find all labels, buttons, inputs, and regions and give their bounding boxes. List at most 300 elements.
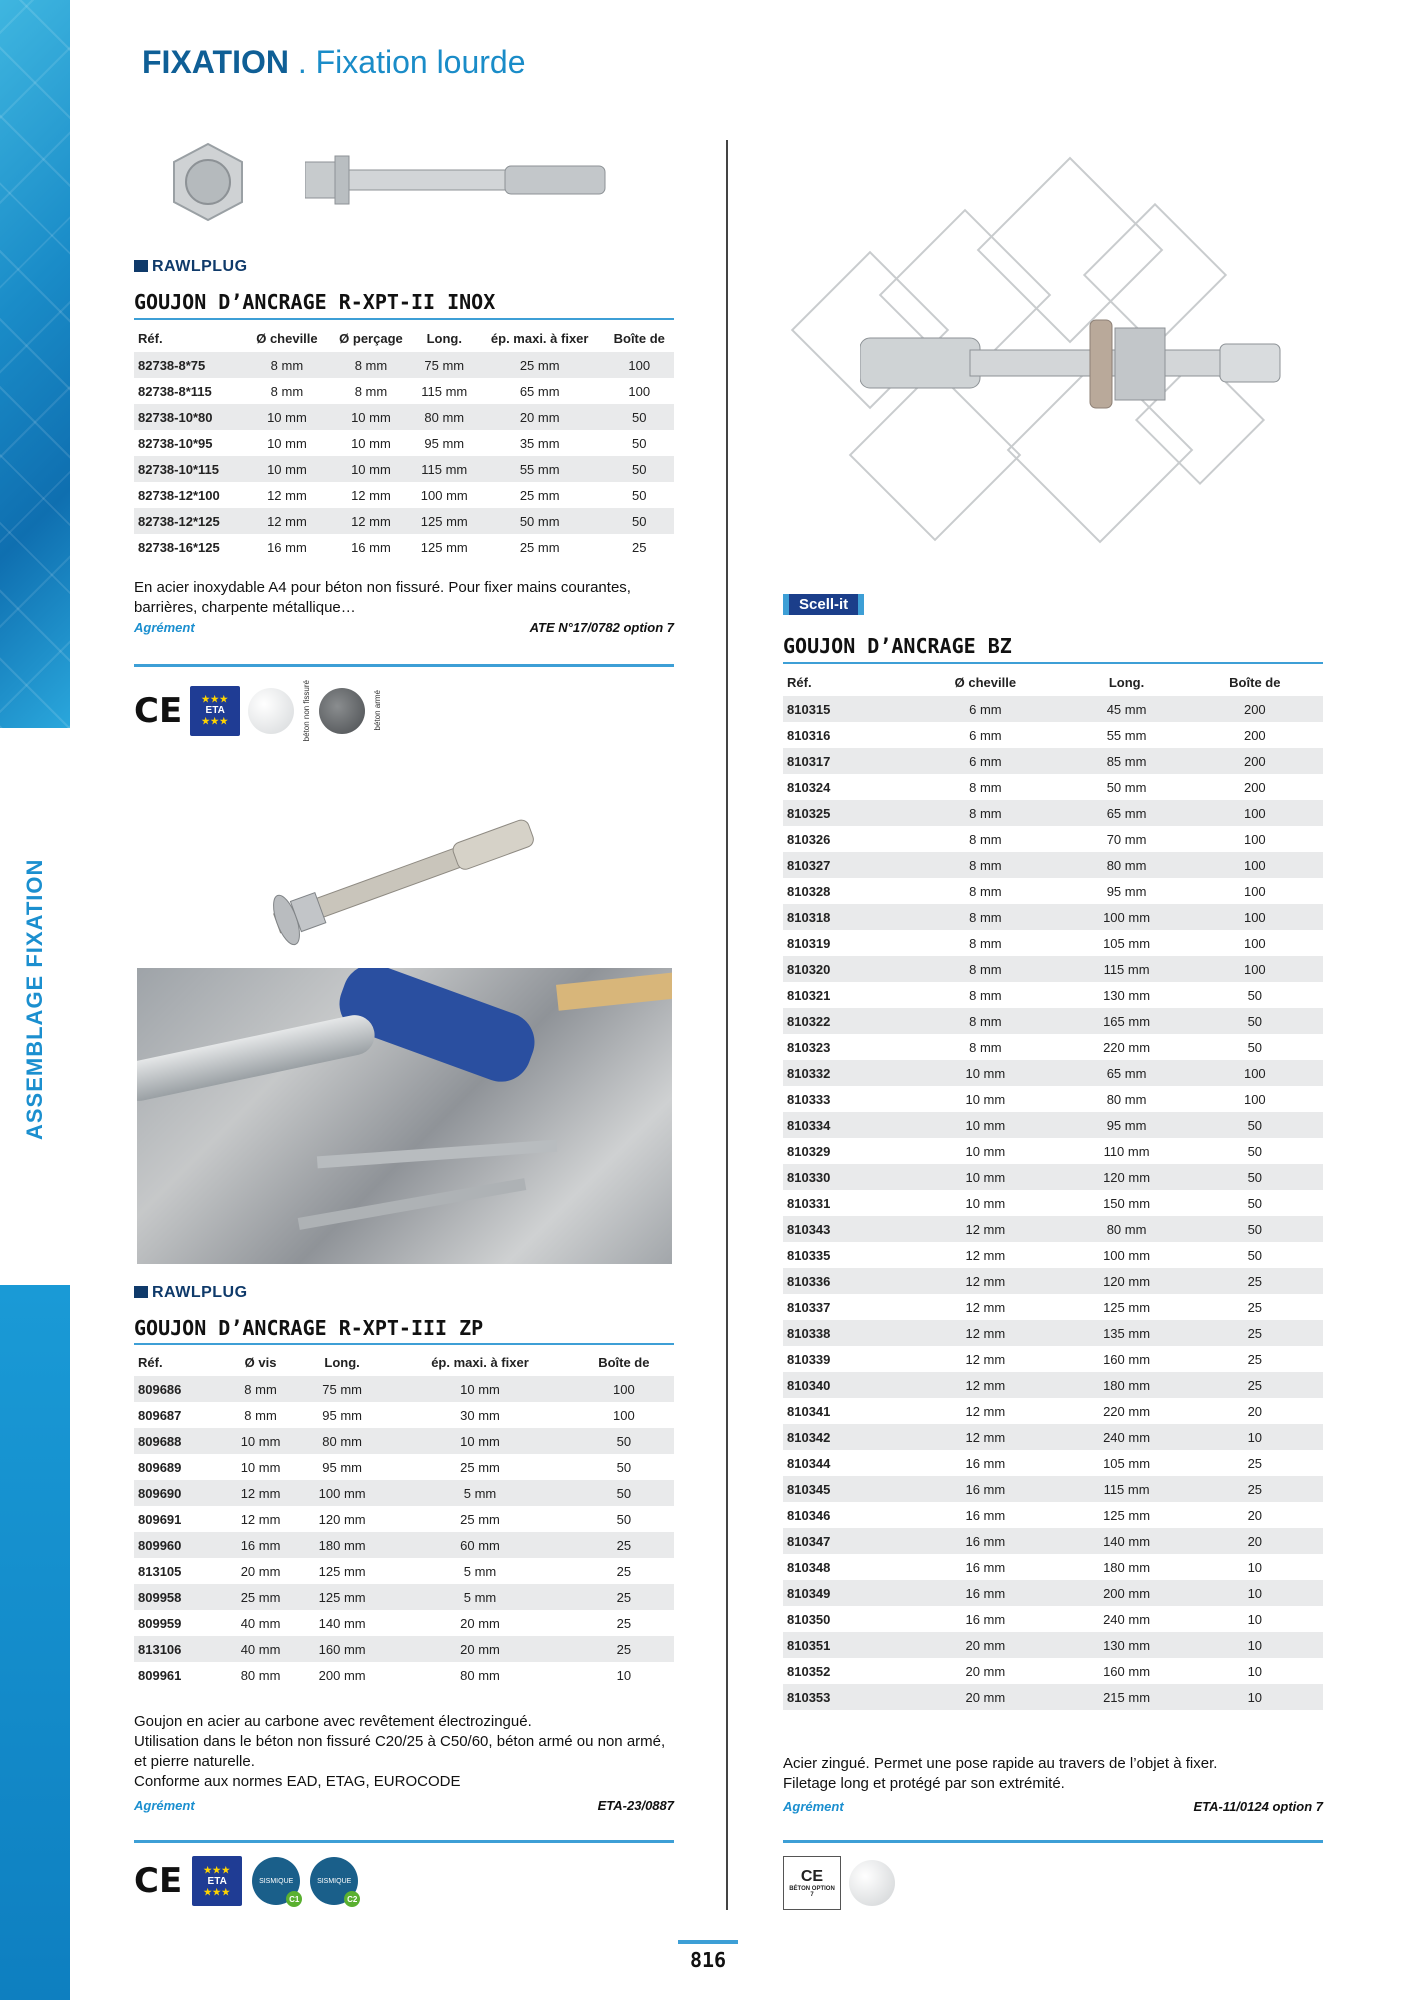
table-cell: 50 [1247,1195,1263,1211]
reference-cell: 810334 [783,1112,904,1138]
sismique-c1-icon: SISMIQUE C1 [252,1857,300,1905]
table-cell: 50 [605,456,674,482]
column-header: Réf. [138,1354,163,1370]
table-cell: 20 [1247,1403,1263,1419]
reference-cell: 809687 [138,1407,182,1423]
table-row [134,508,674,534]
reference-cell: 810345 [783,1476,904,1502]
table-cell: 16 mm [965,1559,1006,1575]
table-cell: 16 mm [223,1532,298,1558]
reference-cell: 810340 [783,1372,904,1398]
table-cell: 165 mm [1066,1008,1186,1034]
table-cell: 200 [1187,696,1323,722]
table-cell: 10 mm [223,1428,298,1454]
table-cell: 100 [612,1407,635,1423]
table-cell: 8 mm [969,935,1002,951]
table-cell: 55 mm [475,456,605,482]
table-cell: 10 mm [965,1143,1006,1159]
section1-title-rule [134,318,674,320]
table-cell: 150 mm [1103,1195,1151,1211]
table-cell: 100 [1243,883,1266,899]
table-cell: 160 mm [1103,1351,1151,1367]
table-cell: 30 mm [460,1407,500,1423]
eta-badge-icon: ★★★ ETA ★★★ [190,686,240,736]
ce-mark-icon: CE [134,690,183,731]
table-cell: 200 [1243,727,1266,743]
table-row [783,1372,1323,1398]
anchor-bolt-image-bz [860,310,1300,420]
reference-cell: 82738-10*80 [134,404,246,430]
table-cell: 8 mm [246,352,329,378]
table-cell: 50 mm [475,508,605,534]
table-cell: 12 mm [965,1351,1006,1367]
section3-title-rule [783,662,1323,664]
table-row [134,1662,674,1688]
table-cell: 25 mm [475,352,605,378]
reference-cell: 809958 [134,1584,223,1610]
table-row [134,1402,674,1428]
table-row [783,878,1323,904]
table-cell: 140 mm [318,1615,366,1631]
column-header: Ø vis [244,1354,277,1370]
column-header: Ø perçage [339,330,403,346]
table-header-row [134,324,674,352]
section3-description [783,1754,1323,1794]
reference-cell: 810342 [783,1424,904,1450]
table-cell: 12 mm [904,1268,1066,1294]
table-row [783,1190,1323,1216]
table-cell: 16 mm [965,1611,1006,1627]
section2-agrement-label: Agrément [134,1798,195,1813]
column-header: ép. maxi. à fixer [490,330,589,346]
table-cell: 8 mm [904,904,1066,930]
table-cell: 125 mm [420,539,468,555]
sismique-c2-icon: SISMIQUE C2 [310,1857,358,1905]
reference-cell: 810338 [783,1320,904,1346]
table-row [783,1346,1323,1372]
hex-nut-image [166,140,250,224]
section2-description-line: Utilisation dans le béton non fissuré C20/25 à C50/60, béton armé ou non armé, et pierre naturelle. [134,1733,666,1770]
table-row [783,722,1323,748]
table-cell: 95 mm [424,435,465,451]
table-cell: 20 mm [386,1636,573,1662]
table-cell: 25 mm [460,1511,500,1527]
table-cell: 12 mm [965,1403,1006,1419]
table-cell: 5 mm [386,1480,573,1506]
table-cell: 100 [628,383,651,399]
table-row [783,1528,1323,1554]
table-cell: 135 mm [1066,1320,1186,1346]
table-cell: 10 [1247,1611,1263,1627]
table-row [783,1398,1323,1424]
table-cell: 25 [616,1563,632,1579]
table-cell: 25 mm [460,1459,500,1475]
table-row [783,1060,1323,1086]
table-cell: 40 mm [223,1636,298,1662]
reference-cell: 810333 [787,1091,831,1107]
reference-cell: 810323 [787,1039,831,1055]
reference-cell: 82738-8*115 [138,383,212,399]
table-row [134,1636,674,1662]
table-cell: 95 mm [1106,883,1147,899]
table-row [783,904,1323,930]
reference-cell: 809959 [138,1615,182,1631]
table-row [783,1580,1323,1606]
table-cell: 12 mm [904,1320,1066,1346]
table-row [783,748,1323,774]
table-cell: 80 mm [1066,852,1186,878]
table-cell: 10 mm [246,404,329,430]
table-cell: 65 mm [1066,1060,1186,1086]
table-cell: 240 mm [1103,1611,1151,1627]
installation-photo [137,968,672,1264]
section2-title-rule [134,1343,674,1345]
anchor-bolt-image-2 [240,805,570,955]
reference-cell: 810352 [787,1663,831,1679]
table-cell: 85 mm [1066,748,1186,774]
column-header: Boîte de [1229,674,1281,690]
reference-cell: 810318 [783,904,904,930]
table-cell: 12 mm [351,487,391,503]
table-row [134,456,674,482]
table-row [783,1268,1323,1294]
table-cell: 25 [616,1615,632,1631]
section3-badges [783,1856,895,1910]
table-cell: 25 mm [519,539,560,555]
column-header: Boîte de [598,1354,650,1370]
table-cell: 105 mm [1103,935,1151,951]
table-row [134,1558,674,1584]
table-row [134,1610,674,1636]
reference-cell: 810344 [787,1455,831,1471]
table-cell: 10 mm [386,1428,573,1454]
table-cell: 8 mm [904,1008,1066,1034]
table-cell: 50 [632,487,647,503]
reference-cell: 810339 [787,1351,831,1367]
table-cell: 100 mm [1066,904,1186,930]
table-cell: 200 [1187,748,1323,774]
column-header: Ø cheville [954,674,1017,690]
table-cell: 8 mm [270,383,304,399]
reference-cell: 809686 [134,1376,223,1402]
table-cell: 20 mm [240,1563,281,1579]
reference-cell: 810348 [787,1559,831,1575]
table-cell: 100 mm [298,1480,386,1506]
table-row [783,1112,1323,1138]
table-cell: 100 [574,1376,674,1402]
table-cell: 50 mm [1106,779,1147,795]
reference-cell: 809960 [134,1532,223,1558]
table-cell: 10 [1247,1663,1263,1679]
table-cell: 125 mm [298,1584,386,1610]
table-cell: 80 mm [298,1428,386,1454]
table-cell: 80 mm [1106,1091,1147,1107]
table-cell: 50 [1187,1216,1323,1242]
section1-table [134,324,674,560]
column-header: ép. maxi. à fixer [431,1354,529,1370]
reference-cell: 813106 [134,1636,223,1662]
table-row [783,696,1323,722]
side-band-bottom [0,1285,70,2000]
table-cell: 12 mm [246,508,329,534]
page-number-bar [678,1940,738,1944]
section2-badges [134,1856,358,1906]
table-cell: 100 [1187,800,1323,826]
reference-cell: 82738-8*75 [134,352,246,378]
side-category-label: ASSEMBLAGE FIXATION [22,858,47,1140]
table-cell: 8 mm [354,383,388,399]
reference-cell: 809689 [138,1459,182,1475]
table-cell: 20 [1247,1507,1263,1523]
column-header: Réf. [138,330,163,346]
column-divider [726,140,728,1910]
table-cell: 25 [1247,1299,1263,1315]
table-row [783,1424,1323,1450]
table-cell: 100 [605,352,674,378]
table-cell: 8 mm [969,1039,1002,1055]
reference-cell: 810343 [783,1216,904,1242]
table-cell: 12 mm [965,1299,1006,1315]
page-number: 816 [689,1948,727,1972]
table-cell: 12 mm [223,1480,298,1506]
brand-rawlplug: RAWLPLUG [134,258,248,276]
table-cell: 100 [1243,1091,1266,1107]
reference-cell: 82738-16*125 [138,539,220,555]
reference-cell: 810317 [783,748,904,774]
table-row [134,1532,674,1558]
table-cell: 50 [616,1511,632,1527]
table-row [783,800,1323,826]
brand-scell-it: Scell-it [783,596,864,614]
column-header: Ø cheville [256,330,318,346]
table-row [783,1684,1323,1710]
table-cell: 10 [1187,1684,1323,1710]
table-cell: 10 mm [965,1091,1006,1107]
table-row [783,852,1323,878]
table-cell: 10 [1247,1559,1263,1575]
table-cell: 25 [1187,1476,1323,1502]
section2-description [134,1712,674,1792]
table-cell: 110 mm [1103,1143,1150,1159]
table-row [783,1086,1323,1112]
table-cell: 10 mm [267,435,307,451]
reference-cell: 810330 [783,1164,904,1190]
table-cell: 125 mm [414,508,475,534]
section2-table [134,1348,674,1688]
table-cell: 100 [1187,904,1323,930]
table-row [134,378,674,404]
table-cell: 5 mm [463,1563,497,1579]
table-row [783,982,1323,1008]
reference-cell: 810349 [783,1580,904,1606]
table-cell: 100 [1187,956,1323,982]
table-cell: 8 mm [904,852,1066,878]
table-row [134,1428,674,1454]
table-cell: 200 mm [1066,1580,1186,1606]
table-cell: 12 mm [904,1216,1066,1242]
table-cell: 140 mm [1066,1528,1186,1554]
table-row [783,1216,1323,1242]
reference-cell: 810319 [787,935,831,951]
reference-cell: 82738-10*115 [134,456,246,482]
table-row [134,1480,674,1506]
table-cell: 12 mm [904,1424,1066,1450]
table-cell: 130 mm [1103,987,1151,1003]
column-header: Réf. [787,674,812,690]
table-cell: 6 mm [904,696,1066,722]
table-cell: 20 [1187,1528,1323,1554]
table-cell: 16 mm [351,539,391,555]
table-row [134,1376,674,1402]
table-cell: 100 mm [1103,1247,1151,1263]
reference-cell: 810350 [787,1611,831,1627]
reference-cell: 810326 [787,831,831,847]
section3-description-line: Filetage long et protégé par son extrémité. [783,1775,1065,1792]
table-cell: 10 [1187,1632,1323,1658]
table-cell: 40 mm [240,1615,281,1631]
table-header-row [134,1348,674,1376]
reference-cell: 809690 [134,1480,223,1506]
table-cell: 220 mm [1103,1403,1151,1419]
table-cell: 8 mm [969,779,1002,795]
table-cell: 6 mm [969,727,1002,743]
table-header-row [783,668,1323,696]
table-cell: 8 mm [969,831,1002,847]
section1-bottom-rule [134,664,674,667]
column-header: Long. [1108,674,1145,690]
table-cell: 105 mm [1103,1455,1151,1471]
section1-badges [134,680,382,741]
table-cell: 55 mm [1106,727,1147,743]
table-cell: 12 mm [904,1372,1066,1398]
reference-cell: 810335 [787,1247,831,1263]
table-cell: 45 mm [1066,696,1186,722]
table-cell: 16 mm [904,1580,1066,1606]
table-row [134,1506,674,1532]
table-cell: 50 [1247,1039,1263,1055]
table-cell: 65 mm [519,383,560,399]
table-row [134,430,674,456]
table-cell: 12 mm [267,487,307,503]
reference-cell: 810328 [787,883,831,899]
reference-cell: 82738-12*100 [138,487,220,503]
table-cell: 12 mm [965,1247,1006,1263]
table-row [783,1658,1323,1684]
reference-cell: 813105 [138,1563,182,1579]
table-cell: 25 [1247,1455,1263,1471]
table-cell: 80 mm [460,1667,500,1683]
section3-agrement-label: Agrément [783,1799,844,1814]
table-cell: 240 mm [1066,1424,1186,1450]
section1-description: En acier inoxydable A4 pour béton non fissuré. Pour fixer mains courantes, barrières, charpente métallique… [134,579,631,616]
table-cell: 10 mm [965,1195,1006,1211]
table-cell: 200 [1243,779,1266,795]
table-row [783,1242,1323,1268]
table-row [134,1584,674,1610]
table-cell: 16 mm [904,1476,1066,1502]
table-cell: 50 [632,435,647,451]
section2-bottom-rule [134,1840,674,1843]
table-cell: 20 mm [904,1632,1066,1658]
table-row [783,1632,1323,1658]
table-cell: 125 mm [1103,1507,1151,1523]
reference-cell: 810324 [787,779,831,795]
table-cell: 50 [574,1480,674,1506]
table-cell: 8 mm [904,956,1066,982]
table-cell: 10 mm [904,1164,1066,1190]
table-cell: 70 mm [1106,831,1147,847]
table-cell: 12 mm [328,508,413,534]
reference-cell: 809688 [134,1428,223,1454]
table-cell: 50 [605,404,674,430]
section1-agrement-label: Agrément [134,620,195,635]
reference-cell: 810320 [783,956,904,982]
table-cell: 10 mm [240,1459,281,1475]
table-row [783,930,1323,956]
side-band-top [0,0,70,728]
anchor-bolt-image-1 [305,140,630,220]
table-row [783,1320,1323,1346]
table-cell: 10 mm [351,435,391,451]
table-cell: 115 mm [421,383,468,399]
table-cell: 50 [616,1459,632,1475]
table-cell: 160 mm [1103,1663,1151,1679]
table-cell: 25 [574,1584,674,1610]
table-row [783,1554,1323,1580]
table-cell: 115 mm [1066,1476,1186,1502]
table-cell: 75 mm [298,1376,386,1402]
beton-non-fissure-label: béton non fissuré [302,680,312,742]
table-cell: 25 mm [519,487,560,503]
table-cell: 125 mm [318,1563,366,1579]
table-cell: 60 mm [386,1532,573,1558]
table-cell: 120 mm [1066,1164,1186,1190]
reference-cell: 810353 [783,1684,904,1710]
reference-cell: 810315 [783,696,904,722]
table-cell: 50 [1187,1164,1323,1190]
table-cell: 50 [1187,1008,1323,1034]
section2-description-line: Goujon en acier au carbone avec revêtement électrozingué. [134,1713,532,1730]
reference-cell: 82738-10*95 [138,435,213,451]
table-row [783,1008,1323,1034]
table-cell: 16 mm [904,1528,1066,1554]
reference-cell: 810327 [783,852,904,878]
table-cell: 5 mm [386,1584,573,1610]
table-row [783,1450,1323,1476]
table-row [134,352,674,378]
table-cell: 10 mm [904,1112,1066,1138]
table-cell: 75 mm [414,352,475,378]
table-cell: 10 [1187,1580,1323,1606]
reference-cell: 810325 [783,800,904,826]
reference-cell: 810332 [783,1060,904,1086]
table-cell: 20 mm [460,1615,500,1631]
reference-cell: 810331 [787,1195,831,1211]
table-cell: 50 [1247,1247,1263,1263]
table-cell: 8 mm [244,1407,277,1423]
table-cell: 8 mm [328,352,413,378]
table-cell: 120 mm [318,1511,366,1527]
table-cell: 80 mm [1066,1216,1186,1242]
section2-title: GOUJON D’ANCRAGE R-XPT-III ZP [134,1316,484,1340]
table-row [783,1138,1323,1164]
table-cell: 215 mm [1066,1684,1186,1710]
table-cell: 100 [1187,852,1323,878]
table-cell: 180 mm [298,1532,386,1558]
table-row [783,1164,1323,1190]
table-cell: 95 mm [1066,1112,1186,1138]
brand-mark-icon [134,1286,148,1298]
